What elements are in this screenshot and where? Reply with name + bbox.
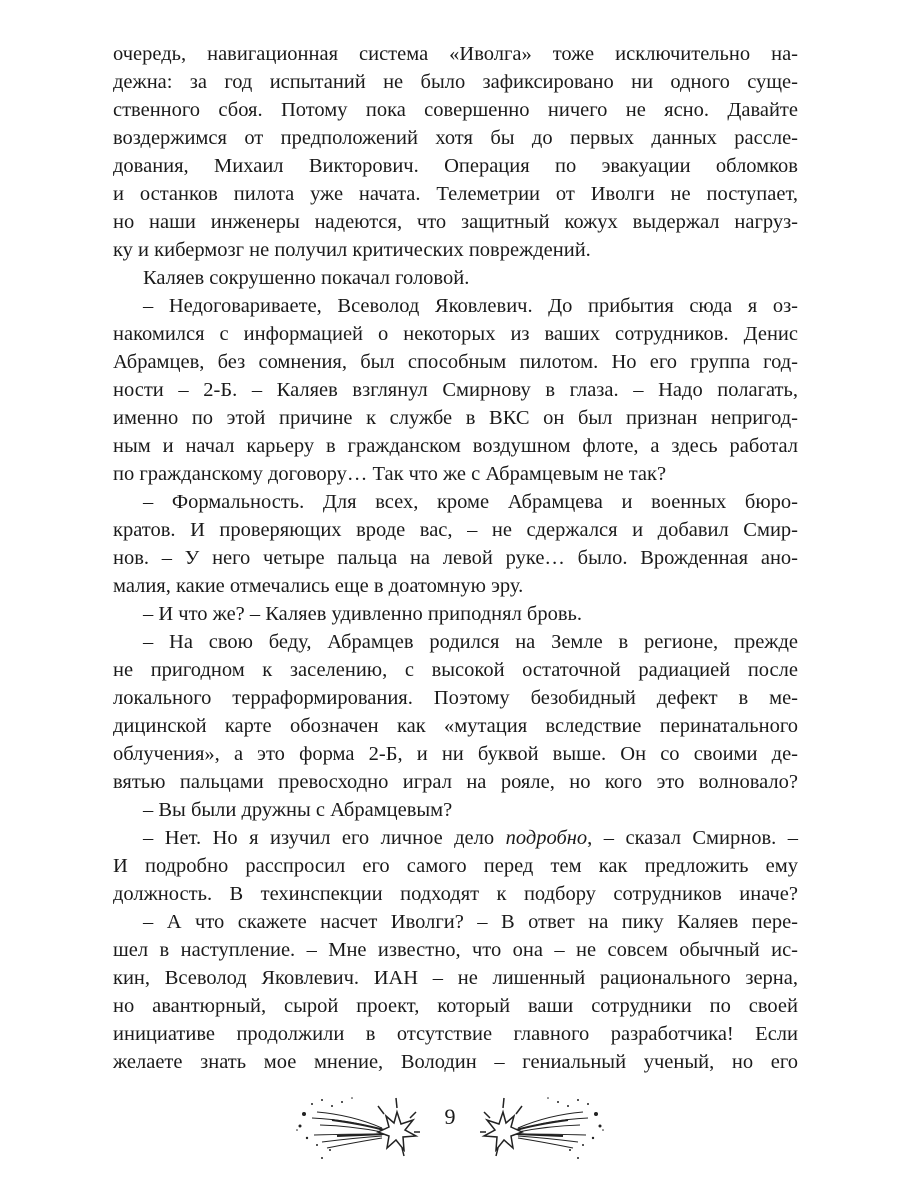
text-line: по гражданскому договору… Так что же с Абрамцевым не так? [113, 463, 667, 485]
text-line: дицинской карте обозначен как «мутация вследствие перинатального [113, 715, 798, 737]
text-line: – Недоговариваете, Всеволод Яковлевич. До прибытия сюда я оз- [143, 295, 798, 317]
text-line: облучения», а это форма 2-Б, и ни буквой выше. Он со своими де- [113, 743, 798, 765]
text-line: – И что же? – Каляев удивленно приподнял бровь. [143, 603, 583, 625]
text-line: вятью пальцами превосходно играл на рояле, но кого это волновало? [113, 771, 798, 793]
text-line: воздержимся от предположений хотя бы до первых данных рассле- [113, 127, 798, 149]
text-line: шел в наступление. – Мне известно, что она – не совсем обычный ис- [113, 939, 798, 961]
text-line: инициативе продолжили в отсутствие главного разработчика! Если [113, 1023, 798, 1045]
text-line: и останков пилота уже начата. Телеметрии от Иволги не поступает, [113, 183, 798, 205]
text-line: нов. – У него четыре пальца на левой руке… было. Врожденная ано- [113, 547, 798, 569]
text-line: но авантюрный, сырой проект, который ваши сотрудники по своей [113, 995, 798, 1017]
text-segment: , – сказал Смирнов. – [587, 827, 798, 849]
text-line: желаете знать мое мнение, Володин – гениальный ученый, но его [113, 1051, 798, 1073]
text-line: не пригодном к заселению, с высокой остаточной радиацией после [113, 659, 798, 681]
emphasis: подробно [505, 827, 588, 849]
text-line: накомился с информацией о некоторых из ваших сотрудников. Денис [113, 323, 798, 345]
text-line: И подробно расспросил его самого перед тем как предложить ему [113, 855, 798, 877]
shooting-star-ornament-icon [478, 1090, 608, 1170]
text-line: очередь, навигационная система «Иволга» тоже исключительно на- [113, 43, 798, 65]
text-line: – Вы были дружны с Абрамцевым? [143, 799, 453, 821]
text-line: – Формальность. Для всех, кроме Абрамцева и военных бюро- [143, 491, 798, 513]
shooting-star-ornament-icon [292, 1090, 422, 1170]
text-line: дования, Михаил Викторович. Операция по эвакуации обломков [113, 155, 798, 177]
text-line: ным и начал карьеру в гражданском воздушном флоте, а здесь работал [113, 435, 798, 457]
text-line: кин, Всеволод Яковлевич. ИАН – не лишенный рационального зерна, [113, 967, 798, 989]
text-line: кратов. И проверяющих вроде вас, – не сдержался и добавил Смир- [113, 519, 798, 541]
page-number: 9 [444, 1104, 456, 1129]
text-line: ности – 2-Б. – Каляев взглянул Смирнову в глаза. – Надо полагать, [113, 379, 798, 401]
page-footer [0, 1090, 900, 1180]
text-line: ственного сбоя. Потому пока совершенно ничего не ясно. Давайте [113, 99, 798, 121]
body-text [113, 40, 798, 1076]
text-line: локального терраформирования. Поэтому безобидный дефект в ме- [113, 687, 798, 709]
text-line: именно по этой причине к службе в ВКС он был признан непригод- [113, 407, 798, 429]
text-line [113, 824, 798, 852]
text-line: но наши инженеры надеются, что защитный кожух выдержал нагруз- [113, 211, 798, 233]
text-line: дежна: за год испытаний не было зафиксировано ни одного суще- [113, 71, 798, 93]
text-line: Каляев сокрушенно покачал головой. [143, 267, 470, 289]
text-segment: – Нет. Но я изучил его личное дело [143, 827, 506, 849]
text-line: – На свою беду, Абрамцев родился на Земле в регионе, прежде [143, 631, 798, 653]
text-line: ку и кибермозг не получил критических повреждений. [113, 239, 591, 261]
text-line: малия, какие отмечались еще в доатомную эру. [113, 575, 524, 597]
text-line: Абрамцев, без сомнения, был способным пилотом. Но его группа год- [113, 351, 798, 373]
text-line: должность. В техинспекции подходят к подбору сотрудников иначе? [113, 883, 798, 905]
text-line: – А что скажете насчет Иволги? – В ответ на пику Каляев пере- [143, 911, 798, 933]
